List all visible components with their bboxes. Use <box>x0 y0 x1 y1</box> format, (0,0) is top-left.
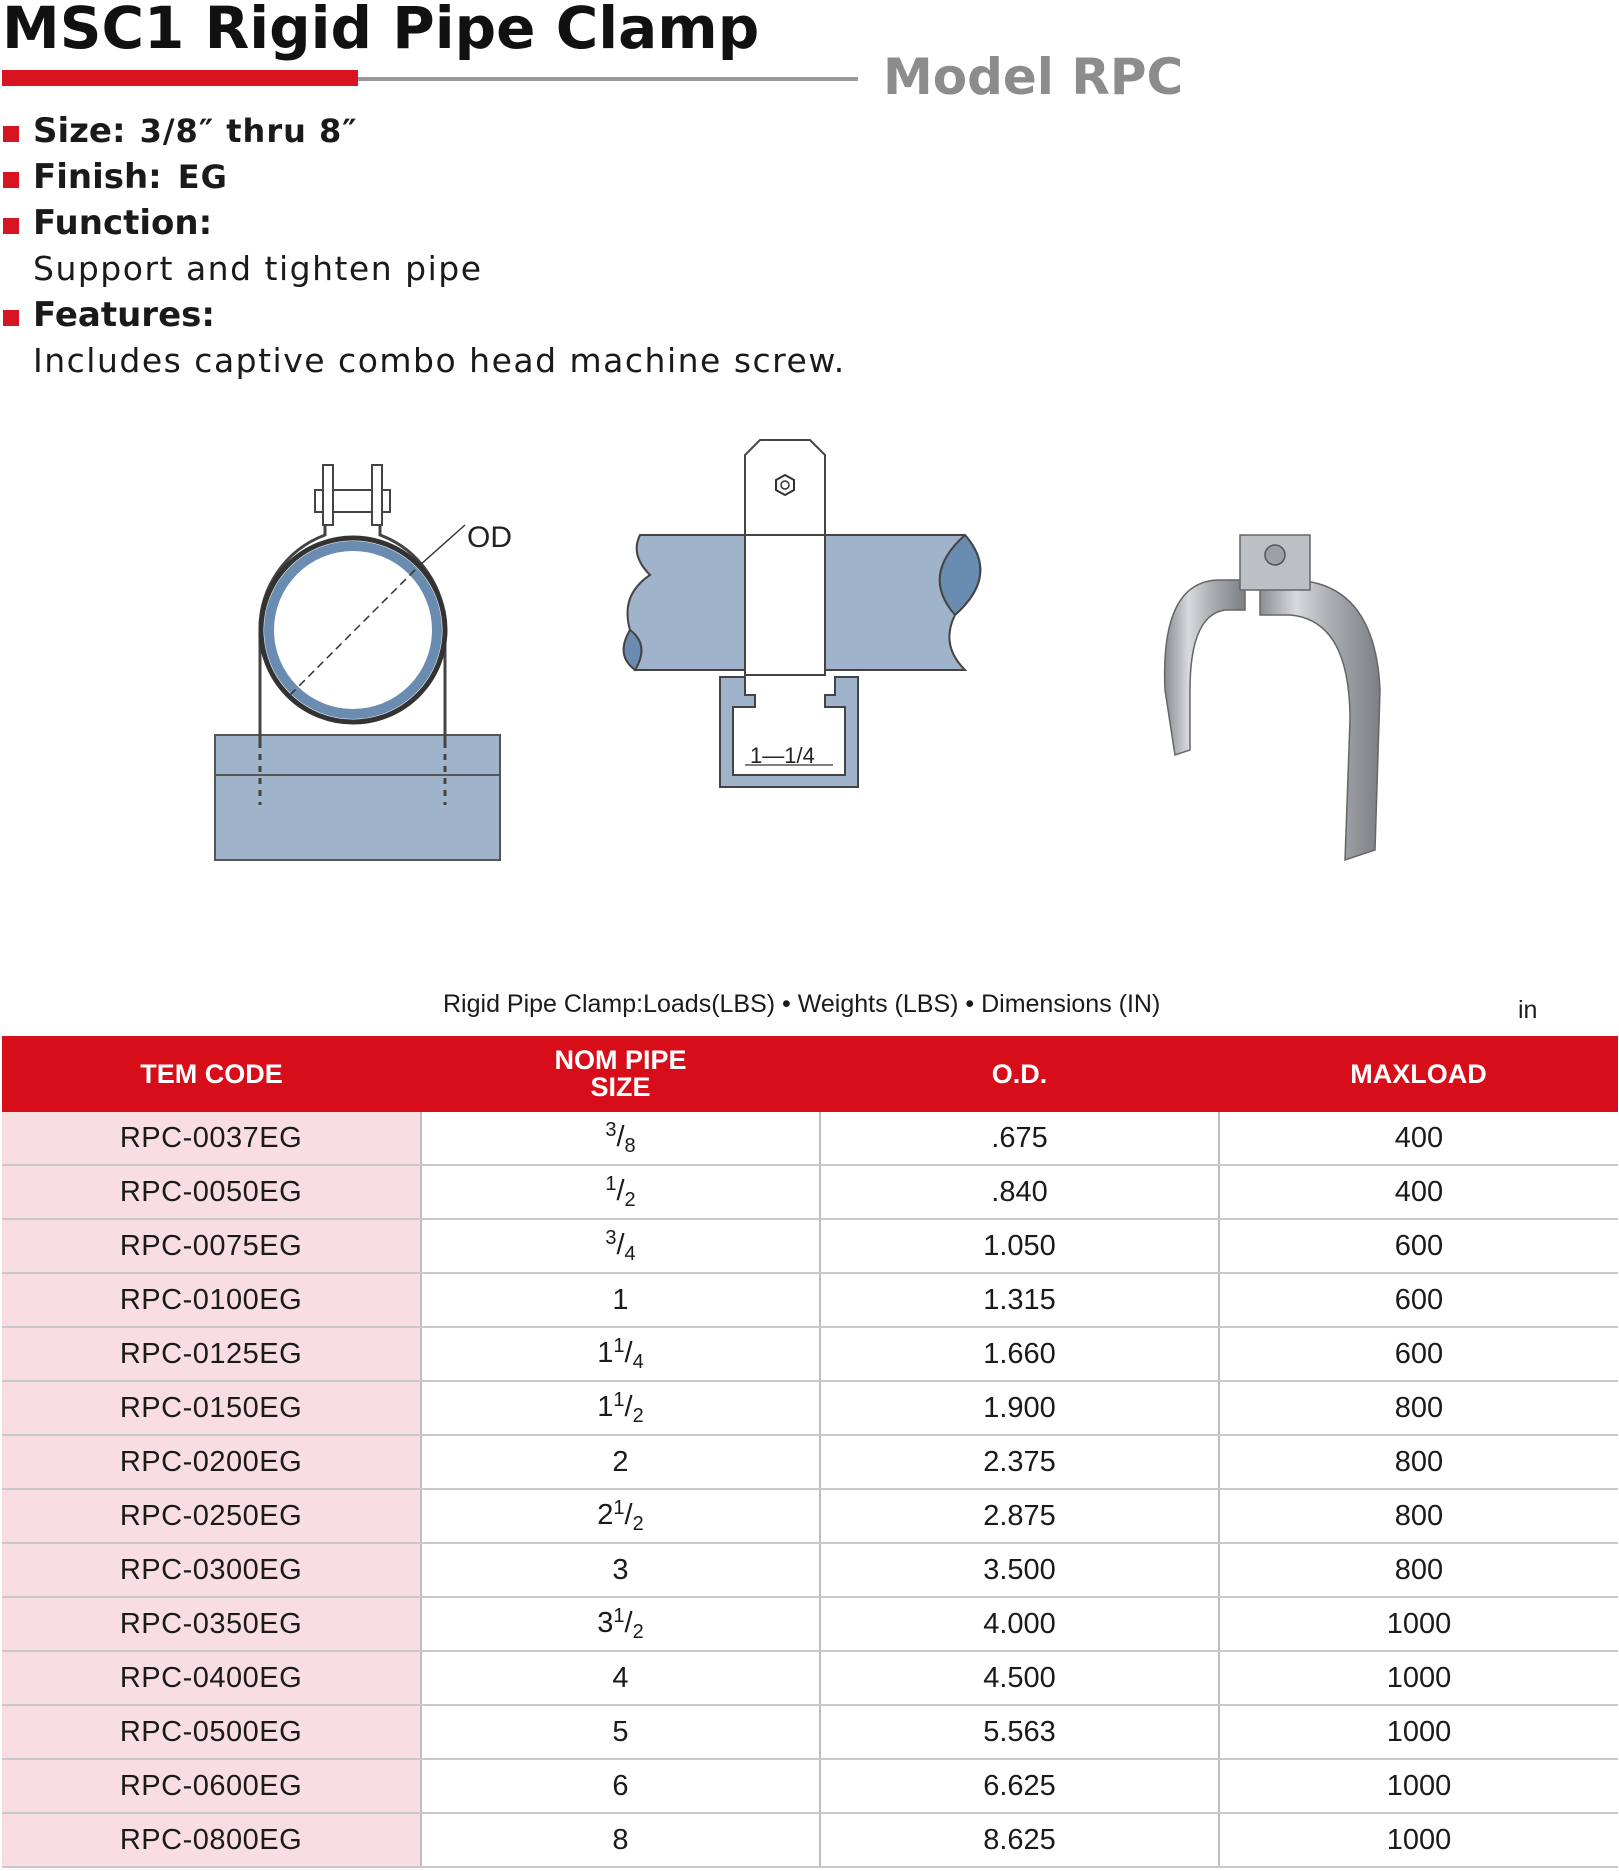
table-row <box>2 1112 1618 1165</box>
table-row <box>2 1327 1618 1381</box>
od-cell: 4.000 <box>820 1597 1219 1651</box>
table-row <box>2 1489 1618 1543</box>
max-load-cell: 600 <box>1219 1327 1618 1381</box>
nom-pipe-size-cell <box>421 1813 820 1867</box>
table-row <box>2 1759 1618 1813</box>
max-load-cell: 800 <box>1219 1381 1618 1435</box>
spec-function-value: Support and tighten pipe <box>33 249 483 288</box>
nom-pipe-size-cell <box>421 1597 820 1651</box>
col-header-od: O.D. <box>820 1036 1219 1112</box>
size-denominator: 8 <box>624 1134 636 1157</box>
item-code-cell: RPC-0250EG <box>2 1489 421 1543</box>
od-cell: 6.625 <box>820 1759 1219 1813</box>
table-row <box>2 1543 1618 1597</box>
title-rule-gray <box>358 77 858 81</box>
max-load-cell: 800 <box>1219 1489 1618 1543</box>
model-label: Model RPC <box>883 48 1184 106</box>
max-load-cell: 800 <box>1219 1543 1618 1597</box>
pipe-wall <box>269 546 437 714</box>
table-row <box>2 1651 1618 1705</box>
clamp-tab-left <box>323 465 333 525</box>
size-whole: 4 <box>612 1661 629 1694</box>
od-cell: .840 <box>820 1165 1219 1219</box>
bullet-icon <box>3 218 19 234</box>
max-load-cell: 1000 <box>1219 1813 1618 1867</box>
nom-pipe-size-cell <box>421 1489 820 1543</box>
item-code-cell: RPC-0150EG <box>2 1381 421 1435</box>
od-label: OD <box>467 521 512 554</box>
clamp-left-arm <box>1165 580 1245 755</box>
spec-size-value: 3/8″ thru 8″ <box>139 112 358 150</box>
nom-pipe-size-cell <box>421 1219 820 1273</box>
item-code-cell: RPC-0100EG <box>2 1273 421 1327</box>
nom-pipe-size-cell <box>421 1112 820 1165</box>
max-load-cell: 1000 <box>1219 1705 1618 1759</box>
nom-pipe-size-cell <box>421 1543 820 1597</box>
size-denominator: 2 <box>624 1188 636 1211</box>
nut-icon <box>776 475 794 495</box>
size-whole: 8 <box>612 1823 629 1856</box>
nom-pipe-size-cell <box>421 1759 820 1813</box>
spec-features <box>0 292 900 338</box>
od-cell: 1.660 <box>820 1327 1219 1381</box>
table-caption: Rigid Pipe Clamp:Loads(LBS) • Weights (LBS) • Dimensions (IN) <box>443 990 1161 1018</box>
unit-label: in <box>1518 996 1538 1024</box>
od-cell: 1.900 <box>820 1381 1219 1435</box>
size-whole: 1 <box>597 1336 614 1369</box>
size-whole: 1 <box>597 1390 614 1423</box>
item-code-cell: RPC-0125EG <box>2 1327 421 1381</box>
table-row <box>2 1219 1618 1273</box>
item-code-cell: RPC-0037EG <box>2 1112 421 1165</box>
max-load-cell: 800 <box>1219 1435 1618 1489</box>
spec-features-value: Includes captive combo head machine screw. <box>33 341 846 380</box>
size-fraction-slash: / <box>616 1174 625 1207</box>
od-cell: 1.315 <box>820 1273 1219 1327</box>
od-cell: 1.050 <box>820 1219 1219 1273</box>
spec-finish <box>0 154 900 200</box>
bullet-icon <box>3 310 19 326</box>
size-denominator: 2 <box>632 1512 644 1535</box>
spec-size-row <box>33 108 358 154</box>
col-header-nom-pipe-size: NOM PIPE SIZE <box>421 1036 820 1112</box>
size-whole: 2 <box>597 1498 614 1531</box>
page-title: MSC1 Rigid Pipe Clamp <box>2 0 760 62</box>
od-cell: 4.500 <box>820 1651 1219 1705</box>
od-cell: 2.875 <box>820 1489 1219 1543</box>
max-load-cell: 600 <box>1219 1273 1618 1327</box>
size-whole: 6 <box>612 1769 629 1802</box>
table-row <box>2 1705 1618 1759</box>
spec-list <box>0 108 900 384</box>
clamp-right-arm <box>1260 580 1380 860</box>
table-row <box>2 1435 1618 1489</box>
spec-finish-label: Finish: <box>33 157 162 197</box>
size-numerator: 3 <box>605 1118 617 1141</box>
max-load-cell: 400 <box>1219 1112 1618 1165</box>
size-numerator: 3 <box>605 1226 617 1249</box>
max-load-cell: 1000 <box>1219 1651 1618 1705</box>
size-numerator: 1 <box>605 1172 617 1195</box>
size-whole: 3 <box>597 1606 614 1639</box>
spec-function <box>0 200 900 246</box>
spec-features-label: Features: <box>33 295 215 335</box>
clamp-front-view-figure <box>215 465 512 860</box>
nom-pipe-size-cell <box>421 1165 820 1219</box>
size-numerator: 1 <box>613 1388 625 1411</box>
col-header-max-load: MAXLOAD <box>1219 1036 1618 1112</box>
table-row <box>2 1597 1618 1651</box>
nom-pipe-size-cell <box>421 1381 820 1435</box>
clamp-strap <box>745 535 825 675</box>
title-rule-red <box>2 70 358 86</box>
size-numerator: 1 <box>613 1334 625 1357</box>
size-denominator: 4 <box>624 1242 636 1265</box>
clamp-tab-right <box>372 465 382 525</box>
clamp-3d-figure <box>1150 520 1410 900</box>
item-code-cell: RPC-0350EG <box>2 1597 421 1651</box>
table-row <box>2 1273 1618 1327</box>
table-row <box>2 1813 1618 1867</box>
item-code-cell: RPC-0050EG <box>2 1165 421 1219</box>
size-whole: 5 <box>612 1715 629 1748</box>
item-code-cell: RPC-0200EG <box>2 1435 421 1489</box>
clamp-side-view-figure <box>620 445 990 845</box>
size-fraction-slash: / <box>624 1606 633 1639</box>
item-code-cell: RPC-0600EG <box>2 1759 421 1813</box>
table-body <box>2 1112 1618 1867</box>
od-cell: 3.500 <box>820 1543 1219 1597</box>
max-load-cell: 400 <box>1219 1165 1618 1219</box>
item-code-cell: RPC-0075EG <box>2 1219 421 1273</box>
table-row <box>2 1381 1618 1435</box>
bullet-icon <box>3 172 19 188</box>
max-load-cell: 1000 <box>1219 1597 1618 1651</box>
od-cell: 5.563 <box>820 1705 1219 1759</box>
strut-body <box>215 735 500 860</box>
size-denominator: 2 <box>632 1620 644 1643</box>
item-code-cell: RPC-0500EG <box>2 1705 421 1759</box>
nom-pipe-size-cell <box>421 1327 820 1381</box>
spec-function-label: Function: <box>33 203 213 243</box>
size-fraction-slash: / <box>616 1228 625 1261</box>
nom-pipe-size-cell <box>421 1705 820 1759</box>
item-code-cell: RPC-0800EG <box>2 1813 421 1867</box>
size-fraction-slash: / <box>624 1390 633 1423</box>
od-leader-line <box>420 525 465 565</box>
item-code-cell: RPC-0300EG <box>2 1543 421 1597</box>
spec-finish-row <box>33 154 228 200</box>
od-cell: 8.625 <box>820 1813 1219 1867</box>
strut-channel <box>720 677 858 787</box>
size-numerator: 1 <box>613 1496 625 1519</box>
bullet-icon <box>3 126 19 142</box>
table-row <box>2 1165 1618 1219</box>
size-denominator: 4 <box>632 1350 644 1373</box>
table-header-row <box>2 1036 1618 1112</box>
nom-pipe-size-cell <box>421 1651 820 1705</box>
max-load-cell: 1000 <box>1219 1759 1618 1813</box>
size-fraction-slash: / <box>616 1120 625 1153</box>
item-code-cell: RPC-0400EG <box>2 1651 421 1705</box>
bolt-head-icon <box>1265 545 1285 565</box>
channel-width-label: 1—1/4 <box>750 743 815 768</box>
size-fraction-slash: / <box>624 1336 633 1369</box>
col-header-item-code: TEM CODE <box>2 1036 421 1112</box>
nom-pipe-size-cell <box>421 1273 820 1327</box>
size-numerator: 1 <box>613 1604 625 1627</box>
size-denominator: 2 <box>632 1404 644 1427</box>
spec-size <box>0 108 900 154</box>
size-whole: 1 <box>612 1283 629 1316</box>
size-fraction-slash: / <box>624 1498 633 1531</box>
spec-finish-value: EG <box>177 158 228 196</box>
size-whole: 3 <box>612 1553 629 1586</box>
spec-size-label: Size: <box>33 111 126 151</box>
max-load-cell: 600 <box>1219 1219 1618 1273</box>
spec-table <box>2 1036 1618 1868</box>
od-cell: .675 <box>820 1112 1219 1165</box>
size-whole: 2 <box>612 1445 629 1478</box>
nom-pipe-size-cell <box>421 1435 820 1489</box>
od-cell: 2.375 <box>820 1435 1219 1489</box>
